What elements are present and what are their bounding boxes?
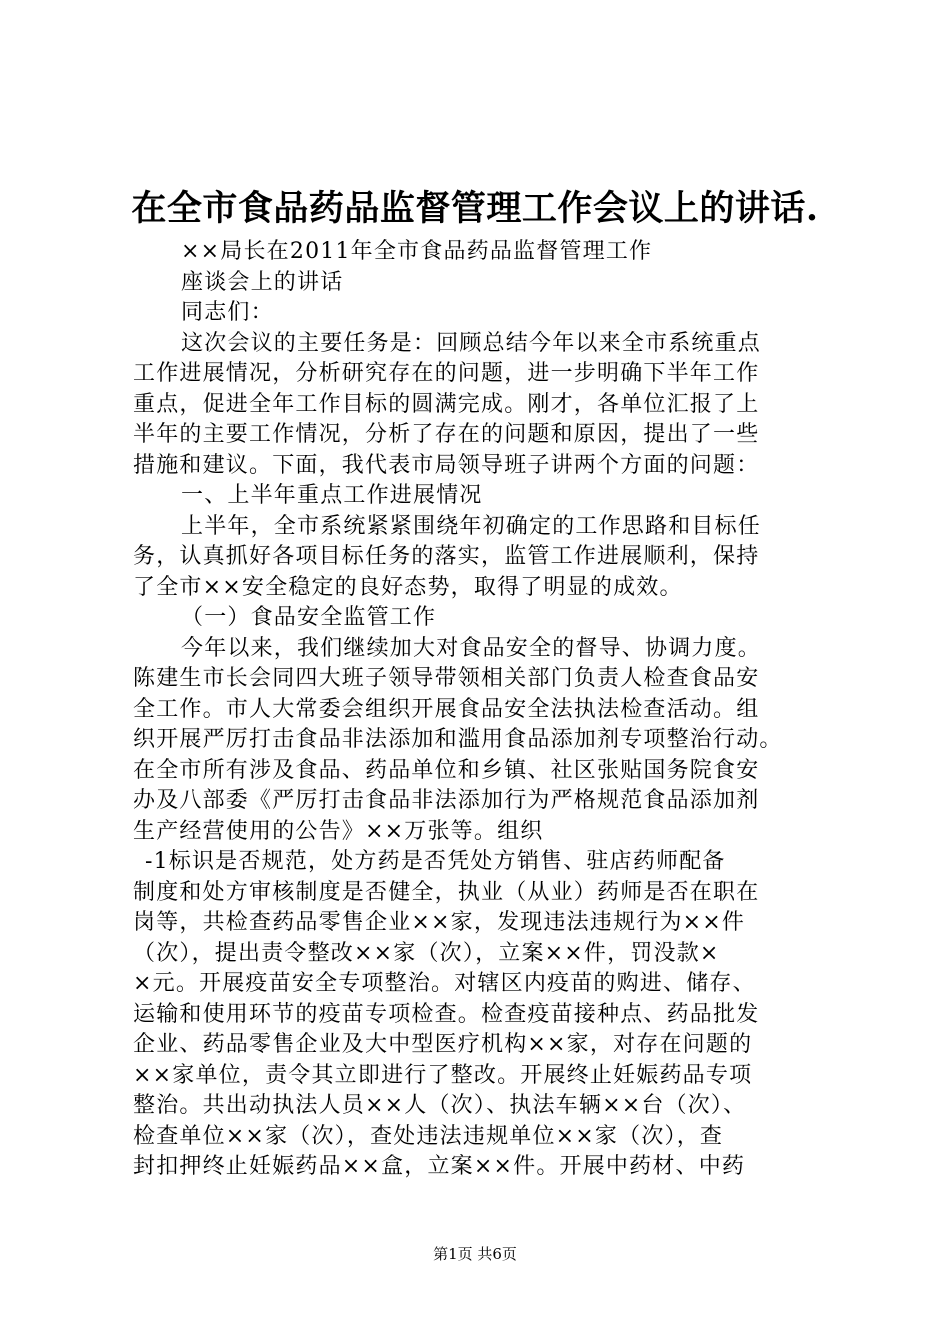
paragraph-line: 陈建生市长会同四大班子领导带领相关部门负责人检查食品安 <box>133 666 760 691</box>
document-title: 在全市食品药品监督管理工作会议上的讲话. <box>131 188 819 229</box>
paragraph-line: 今年以来，我们继续加大对食品安全的督导、协调力度。 <box>181 635 762 661</box>
salutation: 同志们： <box>181 300 274 325</box>
paragraph-line: 岗等，共检查药品零售企业××家，发现违法违规行为××件 <box>133 910 746 935</box>
paragraph-line: 检查单位××家（次），查处违法违规单位××家（次），查 <box>133 1123 724 1149</box>
paragraph-line: 上半年，全市系统紧紧围绕年初确定的工作思路和目标任 <box>181 513 762 539</box>
paragraph-line: 办及八部委《严厉打击食品非法添加行为严格规范食品添加剂 <box>133 788 760 813</box>
paragraph-line: 封扣押终止妊娠药品××盒，立案××件。开展中药材、中药 <box>133 1154 746 1179</box>
paragraph-line: 运输和使用环节的疫苗专项检查。检查疫苗接种点、药品批发 <box>133 1001 760 1027</box>
page-indicator: 第1页 共6页 <box>433 1245 517 1263</box>
paragraph-line: 织开展严厉打击食品非法添加和滥用食品添加剂专项整治行动。 <box>133 727 783 752</box>
paragraph-line: 在全市所有涉及食品、药品单位和乡镇、社区张贴国务院食安 <box>133 757 760 783</box>
paragraph-line: ×元。开展疫苗安全专项整治。对辖区内疫苗的购进、储存、 <box>133 971 756 996</box>
document-body <box>133 237 833 1183</box>
subtitle-line-1: ××局长在2011年全市食品药品监督管理工作 <box>181 239 653 264</box>
paragraph-line: 这次会议的主要任务是：回顾总结今年以来全市系统重点 <box>181 330 762 356</box>
paragraph-line: 重点，促进全年工作目标的圆满完成。刚才，各单位汇报了上 <box>133 391 760 417</box>
subtitle-line-2: 座谈会上的讲话 <box>181 269 344 295</box>
subsection-heading: （一）食品安全监管工作 <box>181 605 437 630</box>
section-heading: 一、上半年重点工作进展情况 <box>181 483 483 508</box>
paragraph-line: -1标识是否规范，处方药是否凭处方销售、驻店药师配备 <box>145 849 726 874</box>
paragraph-line: ××家单位，责令其立即进行了整改。开展终止妊娠药品专项 <box>133 1062 753 1088</box>
paragraph-line: 措施和建议。下面，我代表市局领导班子讲两个方面的问题： <box>133 452 760 478</box>
paragraph-line: 半年的主要工作情况，分析了存在的问题和原因，提出了一些 <box>133 422 760 447</box>
paragraph-line: 全工作。市人大常委会组织开展食品安全法执法检查活动。组 <box>133 696 760 722</box>
paragraph-line: 生产经营使用的公告》××万张等。组织 <box>133 818 544 844</box>
paragraph-line: （次），提出责令整改××家（次），立案××件，罚没款× <box>133 940 720 966</box>
paragraph-line: 工作进展情况，分析研究存在的问题，进一步明确下半年工作 <box>133 361 760 386</box>
paragraph-line: 务，认真抓好各项目标任务的落实，监管工作进展顺利，保持 <box>133 544 760 569</box>
paragraph-line: 制度和处方审核制度是否健全，执业（从业）药师是否在职在 <box>133 879 760 905</box>
paragraph-line: 了全市××安全稳定的良好态势，取得了明显的成效。 <box>133 574 683 600</box>
page-footer <box>0 1244 950 1264</box>
paragraph-line: 企业、药品零售企业及大中型医疗机构××家，对存在问题的 <box>133 1032 753 1057</box>
paragraph-line: 整治。共出动执法人员××人（次）、执法车辆××台（次）、 <box>133 1093 747 1118</box>
